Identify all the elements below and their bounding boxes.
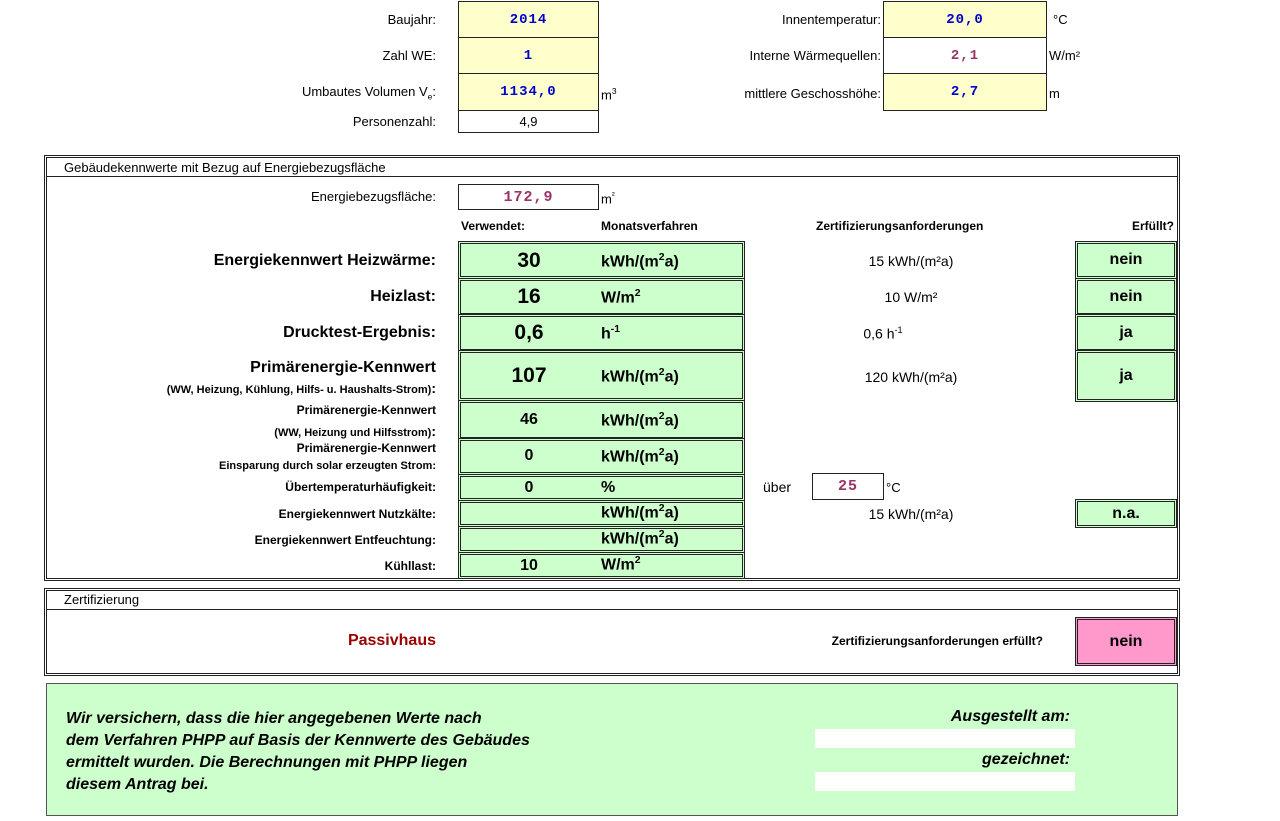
uebertemp-threshold: 25 — [812, 473, 884, 500]
primaer1-sublabel: (WW, Heizung, Kühlung, Hilfs- u. Haushalts-Strom): — [166, 380, 436, 396]
drucktest-unit: $h^{-1}$ — [601, 324, 621, 343]
heizwaerme-requirement: 15 kWh/(m²a) — [868, 253, 954, 269]
primaer3-sublabel: Einsparung durch solar erzeugten Strom: — [219, 460, 436, 472]
primaer2-value: 46 — [520, 411, 538, 428]
kuehllast-label: Kühllast: — [384, 559, 436, 573]
declaration-line: ermittelt wurden. Die Berechnungen mit PHPP liegen — [66, 754, 468, 771]
heizlast-unit: $W/m^2$ — [601, 288, 641, 307]
entfeuchtung-unit: kWh/$(m^2a)$ — [601, 529, 679, 548]
primaer1-status: ja — [1075, 350, 1177, 402]
heizlast-status: nein — [1075, 278, 1177, 316]
nutzkaelte-requirement: 15 kWh/(m²a) — [868, 506, 954, 522]
nutzkaelte-label: Energiekennwert Nutzkälte: — [278, 507, 436, 521]
col-monatsverfahren: Monatsverfahren — [601, 219, 698, 233]
uebertemp-label: Übertemperaturhäufigkeit: — [285, 480, 436, 494]
heizwaerme-unit: kWh/$(m^2a)$ — [601, 252, 679, 271]
primaer2-label: Primärenergie-Kennwert — [296, 403, 436, 417]
col-anforderungen: Zertifizierungsanforderungen — [816, 219, 984, 233]
kennwerte-section-title: Gebäudekennwerte mit Bezug auf Energiebezugsfläche — [64, 160, 386, 175]
primaer3-unit: kWh/$(m^2a)$ — [601, 447, 679, 466]
ebf-label: Energiebezugsfläche: — [310, 189, 436, 204]
uebertemp-value: 0 — [524, 479, 534, 496]
volumen-label: Umbautes Volumen $V_e$: — [301, 84, 436, 102]
entfeuchtung-label: Energiekennwert Entfeuchtung: — [254, 533, 436, 547]
uebertemp-threshold-unit: °C — [886, 480, 901, 495]
primaer2-unit: kWh/$(m^2a)$ — [601, 411, 679, 430]
innentemp-input[interactable]: 20,0 — [883, 1, 1047, 38]
declaration-line: Wir versichern, dass die hier angegebenen Werte nach — [66, 710, 482, 727]
kuehllast-value: 10 — [520, 557, 538, 574]
innentemp-label: Innentemperatur: — [781, 12, 881, 27]
personen-label: Personenzahl: — [352, 114, 436, 129]
kennwerte-divider — [47, 176, 1177, 177]
zertifizierung-divider — [47, 609, 1177, 610]
drucktest-requirement: 0,6 $h^{-1}$ — [863, 325, 903, 342]
zertifizierung-section-title: Zertifizierung — [64, 592, 140, 607]
zahl-we-input[interactable]: 1 — [458, 37, 599, 74]
volumen-input[interactable]: 1134,0 — [458, 73, 599, 111]
heizwaerme-value: 30 — [517, 249, 541, 272]
ausgestellt-label: Ausgestellt am: — [950, 708, 1070, 725]
primaer3-value: 0 — [524, 447, 534, 464]
declaration-line: diesem Antrag bei. — [66, 776, 209, 793]
baujahr-label: Baujahr: — [387, 12, 436, 27]
innentemp-unit: °C — [1053, 12, 1068, 27]
drucktest-label: Drucktest-Ergebnis: — [283, 324, 436, 341]
heizlast-requirement: 10 W/m² — [884, 289, 938, 305]
gezeichnet-label: gezeichnet: — [981, 751, 1070, 768]
geschoss-input[interactable]: 2,7 — [883, 73, 1047, 111]
primaer1-requirement: 120 kWh/(m²a) — [864, 369, 958, 385]
kuehllast-unit: $W/m^2$ — [601, 555, 641, 574]
primaer1-unit: kWh/$(m^2a)$ — [601, 367, 679, 386]
heizlast-value: 16 — [517, 285, 541, 308]
primaer3-label: Primärenergie-Kennwert — [296, 441, 436, 455]
col-erfuellt: Erfüllt? — [1132, 219, 1174, 233]
personen-value: 4,9 — [458, 110, 599, 133]
volumen-unit: $m^3$ — [601, 86, 617, 103]
geschoss-unit: m — [1049, 86, 1060, 101]
waermequellen-unit: W/m² — [1049, 48, 1081, 63]
drucktest-status: ja — [1075, 314, 1177, 352]
geschoss-label: mittlere Geschosshöhe: — [744, 86, 881, 101]
gezeichnet-input[interactable] — [815, 772, 1075, 791]
ebf-value: 172,9 — [458, 184, 599, 210]
heizlast-label: Heizlast: — [370, 288, 436, 305]
heizwaerme-label: Energiekennwert Heizwärme: — [213, 252, 436, 269]
uebertemp-unit: % — [601, 479, 616, 496]
primaer1-label: Primärenergie-Kennwert — [250, 359, 436, 376]
uebertemp-ueber-label: über — [763, 479, 792, 495]
waermequellen-label: Interne Wärmequellen: — [749, 48, 881, 63]
col-verwendet: Verwendet: — [461, 219, 526, 233]
zertifizierung-frame — [44, 588, 1180, 676]
primaer2-sublabel: (WW, Heizung und Hilfsstrom): — [274, 423, 436, 439]
nutzkaelte-unit: kWh/$(m^2a)$ — [601, 503, 679, 522]
declaration-text — [66, 708, 530, 796]
drucktest-value: 0,6 — [514, 321, 544, 344]
baujahr-input[interactable]: 2014 — [458, 1, 599, 38]
primaer1-value: 107 — [511, 364, 547, 387]
standard-label: Passivhaus — [347, 632, 436, 649]
zahl-we-label: Zahl WE: — [382, 48, 436, 63]
waermequellen-value: 2,1 — [883, 37, 1047, 74]
ebf-unit: $m^{^2}$ — [601, 190, 615, 207]
declaration-line: dem Verfahren PHPP auf Basis der Kennwerte des Gebäudes — [66, 732, 530, 749]
heizwaerme-status: nein — [1075, 241, 1177, 279]
nutzkaelte-status: n.a. — [1075, 499, 1177, 528]
certification-question: Zertifizierungsanforderungen erfüllt? — [831, 634, 1043, 648]
ausgestellt-input[interactable] — [815, 729, 1075, 748]
certification-result: nein — [1075, 617, 1177, 666]
